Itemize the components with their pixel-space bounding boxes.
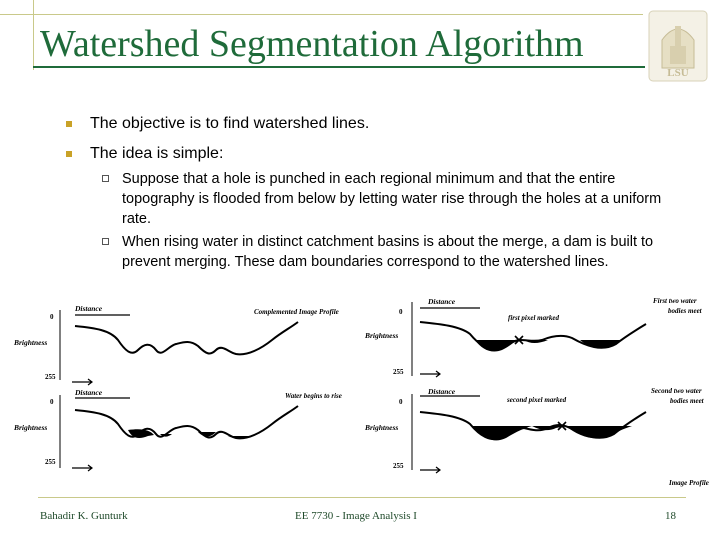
sub-bullet-dam: When rising water in distinct catchment basins is about the merge, a dam is built to prevent merging. These dam boundaries correspond to the watershed lines.	[62, 232, 682, 272]
panel-first-meet	[364, 297, 703, 377]
panel3-ylabel: Brightness	[365, 331, 399, 340]
panel3-note: first pixel marked	[508, 314, 559, 322]
panel3-caption-1: First two water	[653, 297, 697, 305]
panel4-ylabel: Brightness	[365, 423, 399, 432]
panel2-y-top: 0	[50, 398, 54, 406]
panel4-note: second pixel marked	[507, 396, 567, 404]
panel3-y-top: 0	[399, 308, 403, 316]
bullet-idea: The idea is simple:	[62, 142, 682, 166]
title-underline	[33, 66, 645, 68]
panel4-xlabel: Distance	[428, 387, 456, 396]
sub-bullet-flooding: Suppose that a hole is punched in each regional minimum and that the entire topography is flooded from below by letting water rise through the holes at a uniform rate.	[62, 169, 682, 229]
panel-water-rise	[13, 388, 342, 471]
panel2-y-bottom: 255	[45, 458, 56, 466]
footer-course: EE 7730 - Image Analysis I	[295, 510, 417, 522]
panel-complemented-profile	[13, 304, 339, 385]
left-decor-line	[33, 0, 34, 70]
panel2-ylabel: Brightness	[14, 423, 48, 432]
logo-text: LSU	[667, 67, 689, 79]
footer-rule	[38, 497, 686, 498]
panel3-caption-2: bodies meet	[668, 307, 702, 315]
panel4-y-bottom: 255	[393, 462, 404, 470]
panel1-y-bottom: 255	[45, 373, 56, 381]
bullet-objective: The objective is to find watershed lines.	[62, 112, 682, 136]
panel1-ylabel: Brightness	[14, 338, 48, 347]
bullet-list	[62, 112, 682, 272]
panel-second-meet	[364, 387, 709, 487]
panel1-xlabel: Distance	[75, 304, 103, 313]
panel1-caption: Complemented Image Profile	[254, 308, 339, 316]
lsu-logo-icon	[648, 10, 708, 82]
footer-author: Bahadir K. Gunturk	[40, 510, 128, 522]
panel3-y-bottom: 255	[393, 368, 404, 376]
watershed-figure	[0, 290, 720, 490]
slide-title: Watershed Segmentation Algorithm	[40, 23, 584, 65]
panel3-xlabel: Distance	[428, 297, 456, 306]
panel4-caption-2: bodies meet	[670, 397, 704, 405]
top-decor-line	[0, 14, 643, 15]
panel2-xlabel: Distance	[75, 388, 103, 397]
panel4-caption-1: Second two water	[651, 387, 702, 395]
footer-page-number: 18	[665, 510, 676, 522]
panel1-y-top: 0	[50, 313, 54, 321]
panel4-y-top: 0	[399, 398, 403, 406]
panel4-bottom-label: Image Profile	[669, 479, 709, 487]
panel2-caption: Water begins to rise	[285, 392, 342, 400]
